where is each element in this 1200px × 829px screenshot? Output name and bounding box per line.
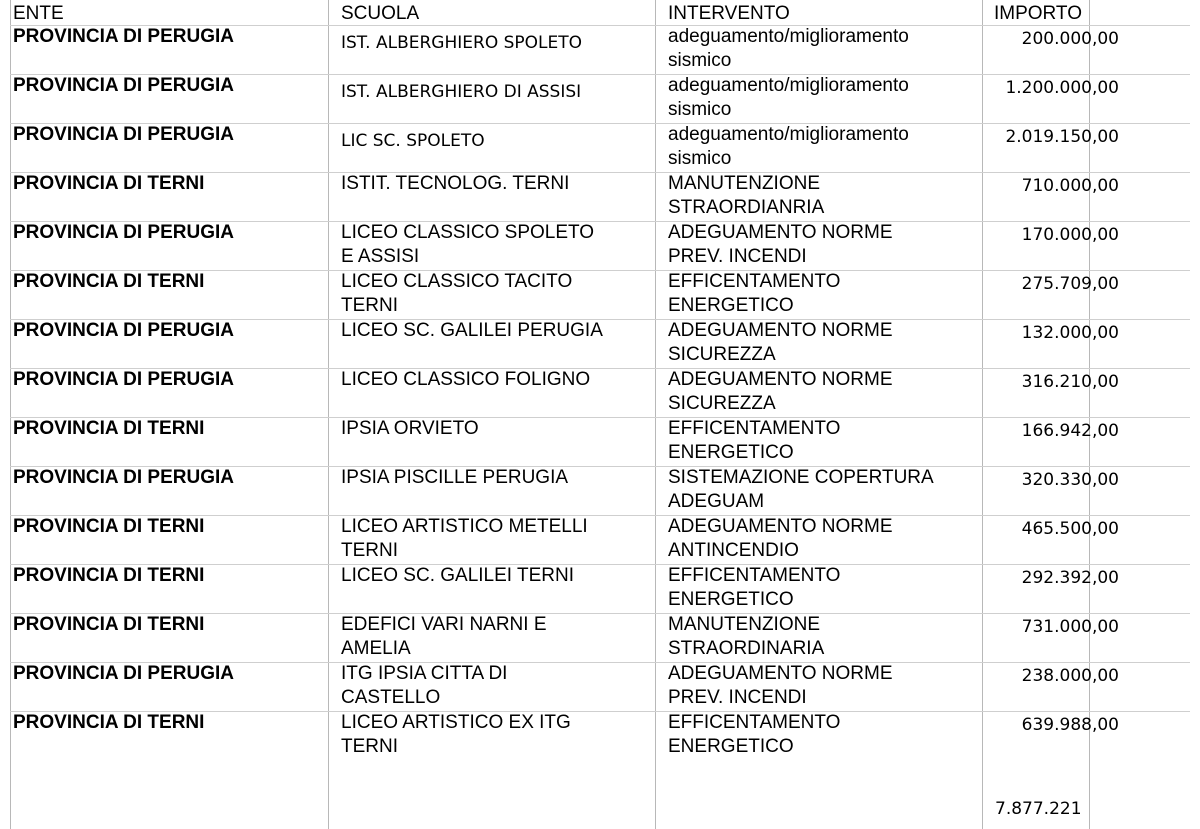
cell-scuola-line: LICEO ARTISTICO EX ITG: [341, 712, 571, 733]
cell-scuola: [341, 172, 569, 196]
cell-ente: PROVINCIA DI TERNI: [13, 173, 205, 194]
cell-intervento-line: sismico: [668, 50, 732, 71]
cell-ente: PROVINCIA DI PERUGIA: [13, 663, 234, 684]
table-row: [0, 417, 1200, 466]
cell-intervento: [668, 221, 893, 269]
cell-importo: 170.000,00: [1021, 225, 1119, 245]
table-row: [0, 319, 1200, 368]
header-importo: IMPORTO: [994, 3, 1082, 24]
cell-intervento-line: adeguamento/miglioramento: [668, 75, 909, 96]
cell-intervento-line: ADEGUAMENTO NORME: [668, 320, 893, 341]
cell-ente: PROVINCIA DI PERUGIA: [13, 369, 234, 390]
cell-intervento: [668, 564, 840, 612]
cell-intervento-line: sismico: [668, 148, 732, 169]
cell-importo: 200.000,00: [1021, 29, 1119, 49]
cell-intervento-line: ENERGETICO: [668, 589, 794, 610]
cell-intervento-line: EFFICENTAMENTO: [668, 418, 841, 439]
cell-intervento-line: ENERGETICO: [668, 736, 794, 757]
cell-scuola: [341, 564, 574, 588]
cell-scuola-line: TERNI: [341, 540, 398, 561]
table-row: [0, 74, 1200, 123]
cell-intervento-line: ADEGUAMENTO NORME: [668, 663, 893, 684]
cell-scuola-line: LICEO CLASSICO SPOLETO: [341, 222, 595, 243]
cell-scuola-line: IPSIA ORVIETO: [341, 418, 479, 439]
cell-ente: PROVINCIA DI PERUGIA: [13, 222, 234, 243]
table-row: [0, 270, 1200, 319]
cell-scuola-line: CASTELLO: [341, 687, 441, 708]
cell-scuola-line: LICEO ARTISTICO METELLI: [341, 516, 588, 537]
cell-intervento-line: EFFICENTAMENTO: [668, 271, 841, 292]
cell-intervento-line: ADEGUAMENTO NORME: [668, 369, 893, 390]
cell-intervento-line: EFFICENTAMENTO: [668, 565, 841, 586]
table-row: [0, 368, 1200, 417]
cell-importo: 132.000,00: [1021, 323, 1119, 343]
cell-scuola: [341, 31, 582, 55]
cell-scuola-line: LICEO SC. GALILEI PERUGIA: [341, 320, 603, 341]
cell-importo: 238.000,00: [1021, 666, 1119, 686]
cell-importo: 1.200.000,00: [1005, 78, 1119, 98]
cell-scuola-line: ITG IPSIA CITTA DI: [341, 663, 508, 684]
cell-intervento-line: SICUREZZA: [668, 393, 776, 414]
cell-scuola-line: LICEO SC. GALILEI TERNI: [341, 565, 575, 586]
cell-intervento-line: MANUTENZIONE: [668, 173, 820, 194]
cell-intervento-line: SICUREZZA: [668, 344, 776, 365]
cell-intervento: [668, 515, 893, 563]
cell-intervento: [668, 319, 893, 367]
cell-intervento: [668, 662, 893, 710]
cell-intervento-line: ENERGETICO: [668, 442, 794, 463]
cell-scuola-line: IST. ALBERGHIERO SPOLETO: [341, 33, 583, 53]
cell-intervento-line: PREV. INCENDI: [668, 687, 807, 708]
cell-ente: PROVINCIA DI TERNI: [13, 712, 205, 733]
cell-scuola-line: LICEO CLASSICO FOLIGNO: [341, 369, 591, 390]
cell-scuola-line: LIC SC. SPOLETO: [341, 131, 485, 151]
cell-importo: 2.019.150,00: [1005, 127, 1119, 147]
cell-scuola: [341, 613, 547, 661]
cell-importo: 292.392,00: [1021, 568, 1119, 588]
cell-ente: PROVINCIA DI PERUGIA: [13, 320, 234, 341]
cell-importo: 465.500,00: [1021, 519, 1119, 539]
cell-intervento: [668, 270, 840, 318]
cell-intervento-line: ANTINCENDIO: [668, 540, 799, 561]
table-row: [0, 613, 1200, 662]
cell-scuola: [341, 221, 594, 269]
header-scuola: SCUOLA: [341, 3, 420, 24]
table-row: [0, 515, 1200, 564]
cell-scuola-line: E ASSISI: [341, 246, 420, 267]
cell-ente: PROVINCIA DI TERNI: [13, 614, 205, 635]
header-ente: ENTE: [13, 3, 64, 24]
cell-ente: PROVINCIA DI TERNI: [13, 565, 205, 586]
cell-importo: 166.942,00: [1021, 421, 1119, 441]
cell-importo: 639.988,00: [1021, 715, 1119, 735]
cell-scuola: [341, 80, 581, 104]
cell-intervento: [668, 466, 934, 514]
cell-ente: PROVINCIA DI PERUGIA: [13, 124, 234, 145]
table-row: [0, 172, 1200, 221]
cell-intervento-line: adeguamento/miglioramento: [668, 124, 909, 145]
cell-intervento: [668, 711, 840, 759]
cell-intervento-line: EFFICENTAMENTO: [668, 712, 841, 733]
cell-ente: PROVINCIA DI PERUGIA: [13, 467, 234, 488]
cell-importo: 710.000,00: [1021, 176, 1119, 196]
cell-intervento-line: ADEGUAMENTO NORME: [668, 222, 893, 243]
cell-intervento-line: ENERGETICO: [668, 295, 794, 316]
total-amount: 7.877.221: [995, 799, 1082, 819]
cell-scuola: [341, 417, 479, 441]
cell-scuola-line: AMELIA: [341, 638, 411, 659]
table-row: [0, 564, 1200, 613]
table-header: [0, 3, 1200, 25]
cell-importo: 275.709,00: [1021, 274, 1119, 294]
cell-intervento: [668, 74, 909, 122]
cell-ente: PROVINCIA DI TERNI: [13, 516, 205, 537]
header-intervento: INTERVENTO: [668, 3, 790, 24]
cell-scuola: [341, 466, 568, 490]
cell-scuola-line: TERNI: [341, 736, 398, 757]
cell-intervento: [668, 123, 909, 171]
cell-intervento-line: MANUTENZIONE: [668, 614, 820, 635]
cell-intervento: [668, 172, 824, 220]
cell-intervento-line: ADEGUAM: [668, 491, 765, 512]
cell-scuola-line: TERNI: [341, 295, 398, 316]
cell-importo: 320.330,00: [1021, 470, 1119, 490]
cell-intervento-line: SISTEMAZIONE COPERTURA: [668, 467, 934, 488]
cell-intervento-line: adeguamento/miglioramento: [668, 26, 909, 47]
cell-intervento-line: STRAORDINARIA: [668, 638, 825, 659]
table-row: [0, 221, 1200, 270]
cell-scuola: [341, 515, 588, 563]
table-row: [0, 711, 1200, 760]
cell-importo: 316.210,00: [1021, 372, 1119, 392]
cell-ente: PROVINCIA DI PERUGIA: [13, 75, 234, 96]
cell-scuola: [341, 270, 572, 318]
cell-scuola: [341, 711, 571, 759]
table-row: [0, 25, 1200, 74]
cell-intervento: [668, 25, 909, 73]
cell-ente: PROVINCIA DI PERUGIA: [13, 26, 234, 47]
cell-intervento-line: sismico: [668, 99, 732, 120]
cell-scuola-line: IST. ALBERGHIERO DI ASSISI: [341, 82, 582, 102]
table-row: [0, 662, 1200, 711]
cell-scuola: [341, 319, 603, 343]
cell-intervento-line: ADEGUAMENTO NORME: [668, 516, 893, 537]
cell-scuola: [341, 129, 485, 153]
cell-intervento-line: PREV. INCENDI: [668, 246, 807, 267]
cell-ente: PROVINCIA DI TERNI: [13, 418, 205, 439]
cell-ente: PROVINCIA DI TERNI: [13, 271, 205, 292]
cell-scuola: [341, 662, 507, 710]
cell-intervento: [668, 417, 840, 465]
table-row: [0, 123, 1200, 172]
cell-scuola-line: IPSIA PISCILLE PERUGIA: [341, 467, 569, 488]
cell-scuola-line: ISTIT. TECNOLOG. TERNI: [341, 173, 570, 194]
cell-intervento: [668, 613, 824, 661]
cell-importo: 731.000,00: [1021, 617, 1119, 637]
cell-intervento-line: STRAORDIANRIA: [668, 197, 825, 218]
cell-scuola: [341, 368, 590, 392]
table-row: [0, 466, 1200, 515]
cell-scuola-line: LICEO CLASSICO TACITO: [341, 271, 573, 292]
cell-scuola-line: EDEFICI VARI NARNI E: [341, 614, 547, 635]
cell-intervento: [668, 368, 893, 416]
